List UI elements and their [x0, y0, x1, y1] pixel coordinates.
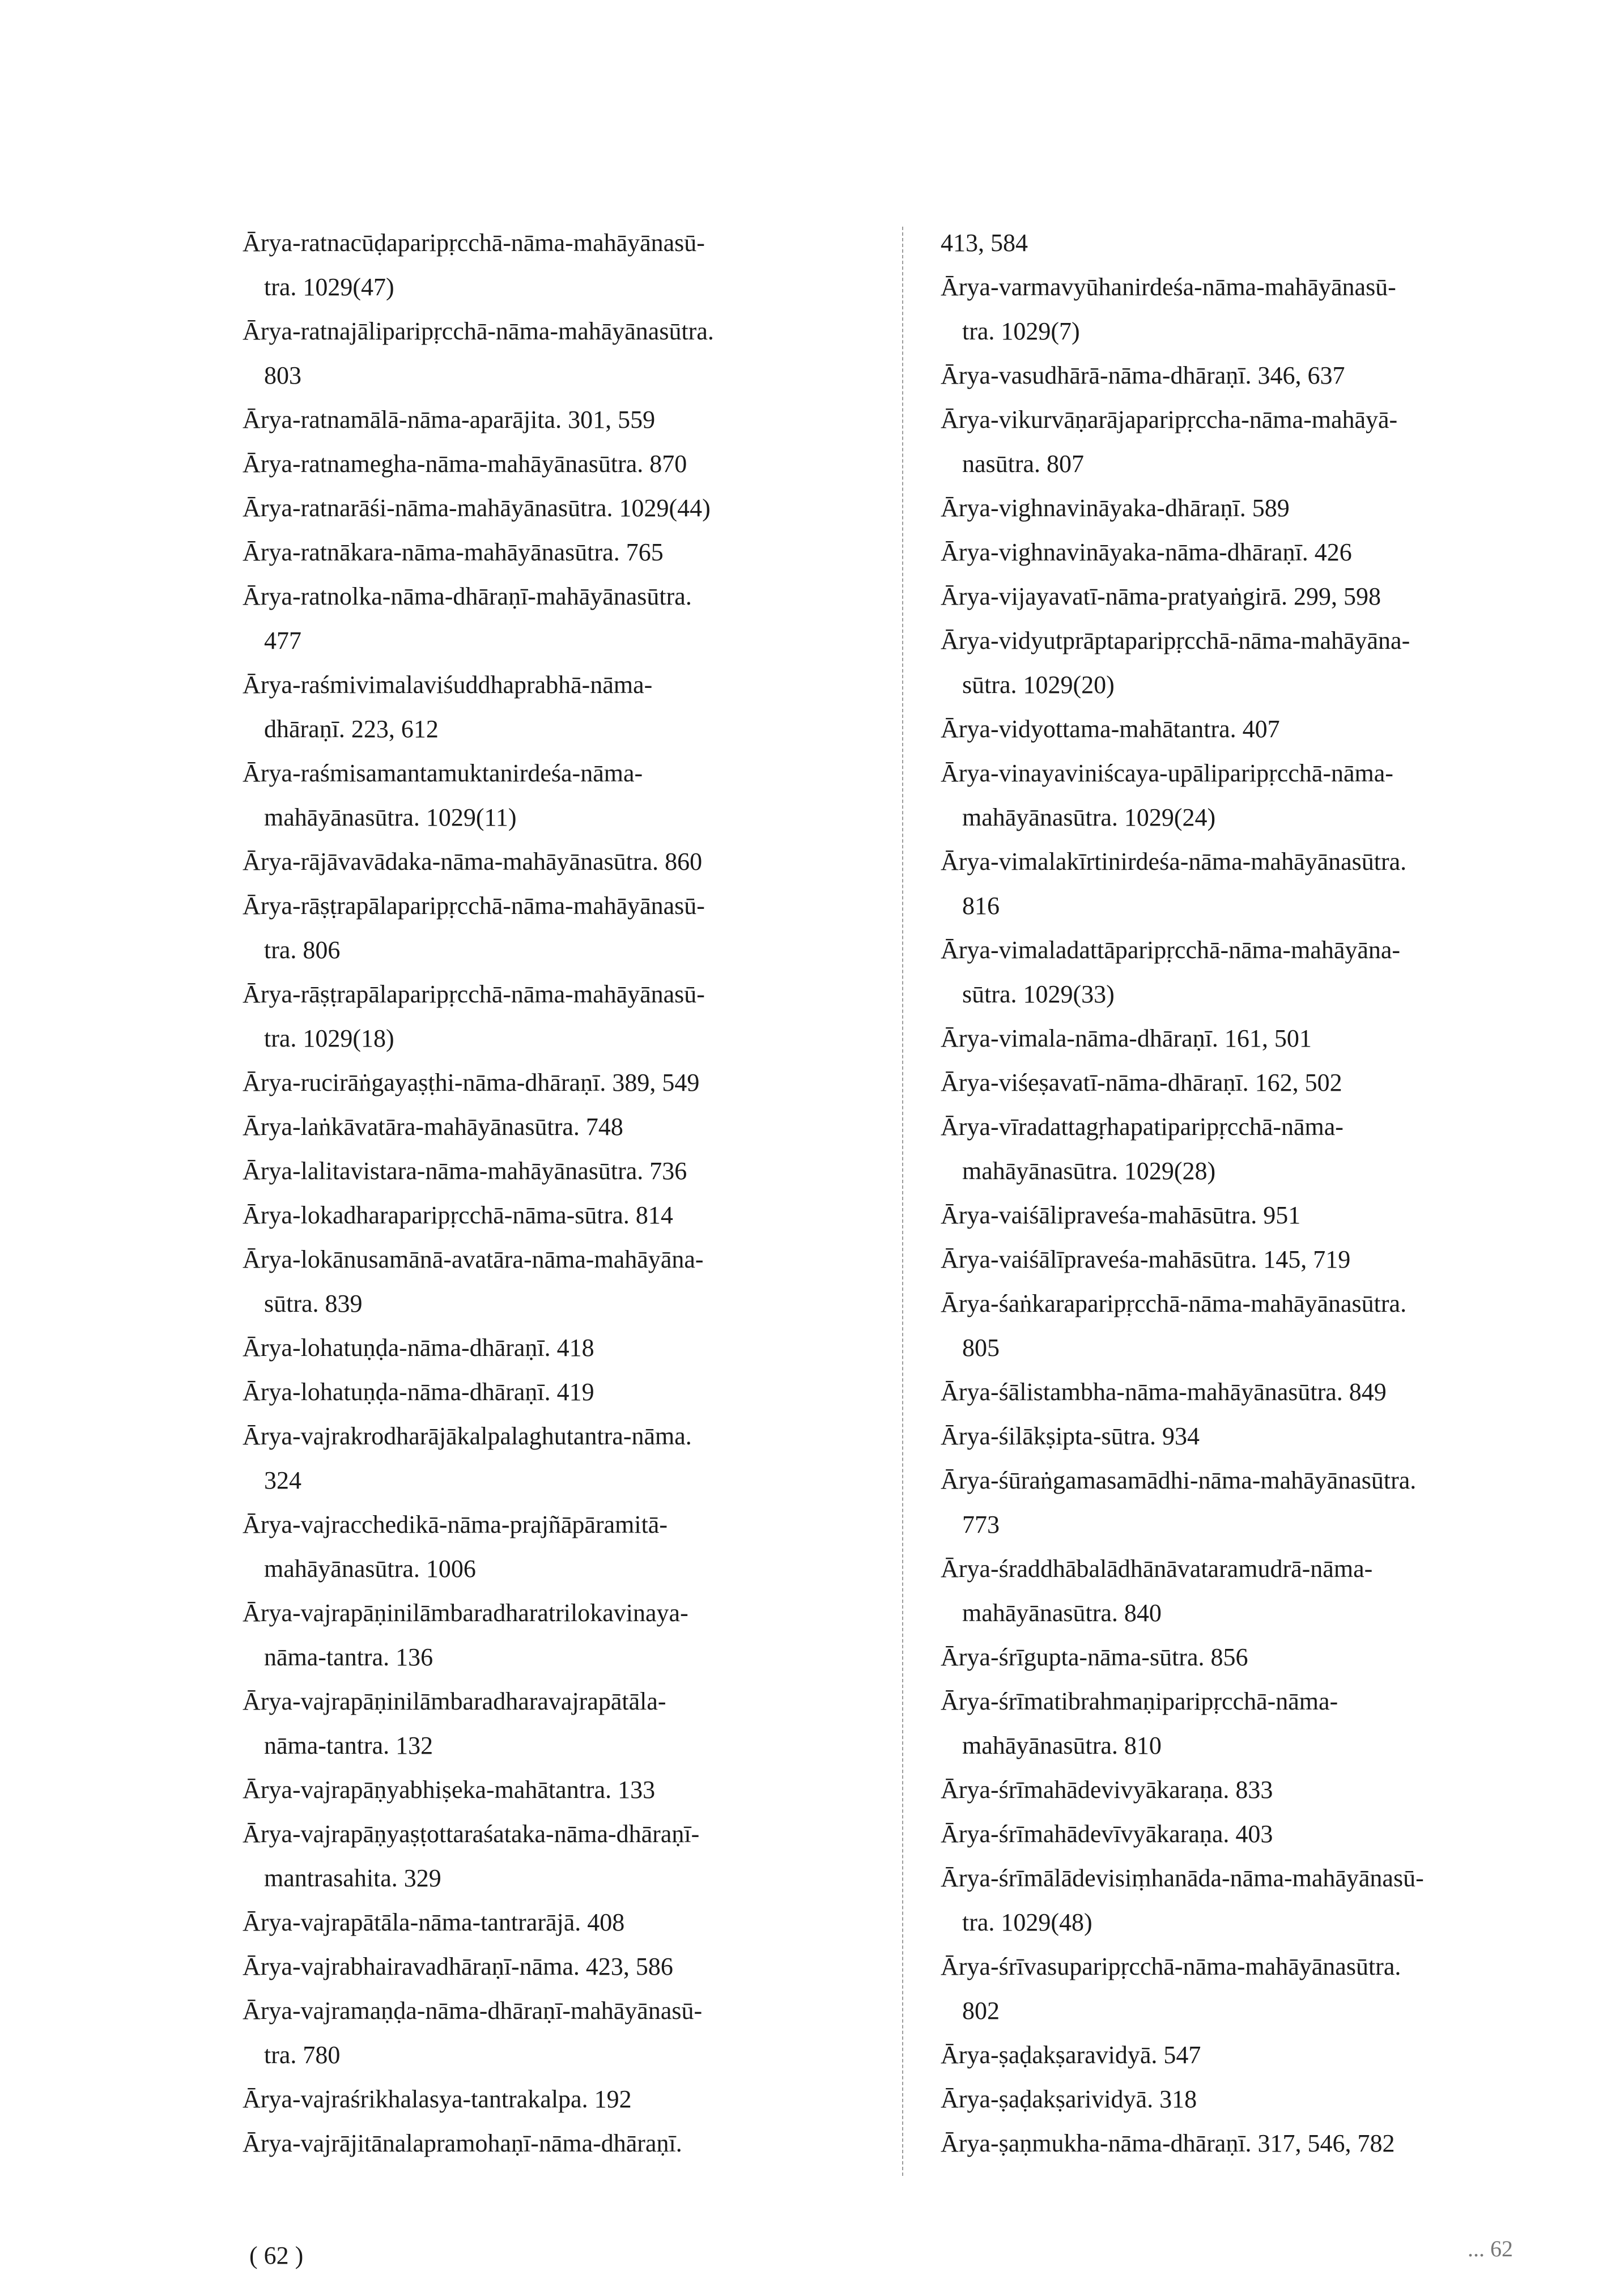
- index-entry: [941, 751, 1581, 840]
- entry-line: Ārya-vijayavatī-nāma-pratyaṅgirā. 299, 598: [941, 582, 1381, 610]
- index-entry: [941, 575, 1581, 619]
- index-entry: [941, 1856, 1581, 1945]
- entry-line: Ārya-raśmivimalaviśuddhaprabhā-nāma-: [243, 671, 653, 699]
- index-entry: [941, 1238, 1581, 1282]
- index-entry: [941, 1414, 1581, 1459]
- index-entry: [941, 1370, 1581, 1414]
- entry-line: Ārya-rāṣṭrapālaparipṛcchā-nāma-mahāyānasū-: [243, 892, 705, 920]
- index-entry: [243, 1812, 894, 1900]
- entry-continuation: 773: [962, 1511, 1000, 1538]
- entry-line: Ārya-vasudhārā-nāma-dhāraṇī. 346, 637: [941, 362, 1345, 389]
- index-entry: [243, 884, 894, 972]
- entry-line: Ārya-vighnavināyaka-nāma-dhāraṇī. 426: [941, 538, 1352, 566]
- entry-line: Ārya-vimaladattāparipṛcchā-nāma-mahāyāna-: [941, 936, 1401, 964]
- index-entry: [941, 1017, 1581, 1061]
- index-entry: [941, 265, 1581, 354]
- index-entry: [243, 309, 894, 398]
- index-entry: [941, 530, 1581, 575]
- entry-line: Ārya-vinayaviniścaya-upāliparipṛcchā-nāma-: [941, 759, 1393, 787]
- entry-continuation: tra. 1029(47): [264, 273, 394, 301]
- entry-line: Ārya-vajrapāṇyaṣṭottaraśataka-nāma-dhāraṇī-: [243, 1820, 700, 1848]
- entry-continuation: tra. 1029(48): [962, 1908, 1092, 1936]
- index-entry: [941, 1768, 1581, 1812]
- entry-continuation: mahāyānasūtra. 840: [962, 1599, 1162, 1627]
- entry-line: Ārya-ṣaḍakṣarividyā. 318: [941, 2085, 1197, 2113]
- entry-line: Ārya-vajrājitānalapramohaṇī-nāma-dhāraṇī.: [243, 2129, 682, 2157]
- index-entry: [941, 1812, 1581, 1856]
- index-entry: [941, 1635, 1581, 1680]
- entry-line: Ārya-vajraśrikhalasya-tantrakalpa. 192: [243, 2085, 632, 2113]
- entry-line: Ārya-raśmisamantamuktanirdeśa-nāma-: [243, 759, 643, 787]
- index-entry: [243, 1989, 894, 2077]
- index-entry: [243, 972, 894, 1061]
- entry-line: Ārya-vajrapāṇinilāmbaradharavajrapātāla-: [243, 1687, 666, 1715]
- index-entry: [243, 751, 894, 840]
- index-entry: [243, 398, 894, 442]
- entry-line: Ārya-vīradattagṛhapatiparipṛcchā-nāma-: [941, 1113, 1344, 1141]
- entry-line: Ārya-vaiśālipraveśa-mahāsūtra. 951: [941, 1201, 1301, 1229]
- entry-line: Ārya-vajracchedikā-nāma-prajñāpāramitā-: [243, 1511, 668, 1538]
- index-entry: [243, 530, 894, 575]
- index-entry: [243, 1680, 894, 1768]
- entry-line: Ārya-rāṣṭrapālaparipṛcchā-nāma-mahāyānasū-: [243, 980, 705, 1008]
- index-entry: [941, 354, 1581, 398]
- entry-continuation: 324: [264, 1466, 301, 1494]
- index-column-left: [243, 221, 894, 2166]
- entry-line: Ārya-vikurvāṇarājaparipṛccha-nāma-mahāyā-: [941, 406, 1398, 433]
- index-entry: [941, 619, 1581, 707]
- entry-continuation: mantrasahita. 329: [264, 1864, 441, 1892]
- index-entry: [941, 1282, 1581, 1370]
- index-entry: [941, 398, 1581, 486]
- entry-line: Ārya-ratnākara-nāma-mahāyānasūtra. 765: [243, 538, 664, 566]
- entry-continuation: dhāraṇī. 223, 612: [264, 715, 439, 743]
- entry-continuation: sūtra. 839: [264, 1290, 363, 1317]
- entry-continuation: mahāyānasūtra. 1029(28): [962, 1157, 1216, 1185]
- entry-line: Ārya-vimala-nāma-dhāraṇī. 161, 501: [941, 1024, 1312, 1052]
- entry-line: Ārya-ratnacūḍaparipṛcchā-nāma-mahāyānasū-: [243, 229, 705, 257]
- entry-continuation: mahāyānasūtra. 1029(11): [264, 803, 517, 831]
- page-number: ( 62 ): [249, 2242, 304, 2269]
- entry-line: Ārya-lohatuṇḍa-nāma-dhāraṇī. 419: [243, 1378, 594, 1406]
- entry-line: Ārya-śrīgupta-nāma-sūtra. 856: [941, 1643, 1248, 1671]
- column-divider: [902, 227, 903, 2176]
- entry-line: Ārya-ratnarāśi-nāma-mahāyānasūtra. 1029(44): [243, 494, 711, 522]
- index-entry: [941, 928, 1581, 1017]
- index-entry: [243, 1414, 894, 1503]
- index-entry: [941, 2077, 1581, 2121]
- index-entry: [941, 2121, 1581, 2166]
- entry-line: Ārya-vaiśālīpraveśa-mahāsūtra. 145, 719: [941, 1245, 1351, 1273]
- index-entry: [243, 663, 894, 751]
- index-entry: [243, 1149, 894, 1193]
- entry-line: Ārya-rājāvavādaka-nāma-mahāyānasūtra. 860: [243, 848, 703, 875]
- entry-line: Ārya-lokānusamānā-avatāra-nāma-mahāyāna-: [243, 1245, 704, 1273]
- entry-line: Ārya-vajrakrodharājākalpalaghutantra-nāma.: [243, 1422, 692, 1450]
- entry-continuation: sūtra. 1029(20): [962, 671, 1115, 699]
- index-entry: [941, 707, 1581, 751]
- entry-line: Ārya-śilākṣipta-sūtra. 934: [941, 1422, 1200, 1450]
- entry-line: Ārya-śrīmahādevīvyākaraṇa. 403: [941, 1820, 1273, 1848]
- index-entry: [243, 840, 894, 884]
- index-entry: [243, 1105, 894, 1149]
- entry-line: 413, 584: [941, 229, 1028, 257]
- index-entry: [941, 840, 1581, 928]
- index-entry: [243, 575, 894, 663]
- index-entry: [941, 486, 1581, 530]
- entry-line: Ārya-vidyutprāptaparipṛcchā-nāma-mahāyāna-: [941, 627, 1410, 654]
- entry-line: Ārya-vajramaṇḍa-nāma-dhāraṇī-mahāyānasū-: [243, 1997, 703, 2025]
- entry-continuation: 802: [962, 1997, 1000, 2025]
- entry-line: Ārya-vighnavināyaka-dhāraṇī. 589: [941, 494, 1290, 522]
- entry-continuation: 477: [264, 627, 301, 654]
- entry-line: Ārya-lokadharaparipṛcchā-nāma-sūtra. 814: [243, 1201, 673, 1229]
- entry-line: Ārya-śaṅkaraparipṛcchā-nāma-mahāyānasūtra.: [941, 1290, 1407, 1317]
- entry-line: Ārya-ratnolka-nāma-dhāraṇī-mahāyānasūtra.: [243, 582, 692, 610]
- entry-continuation: 805: [962, 1334, 1000, 1362]
- entry-line: Ārya-śrīmālādevisiṃhanāda-nāma-mahāyānasū-: [941, 1864, 1424, 1892]
- entry-continuation: nāma-tantra. 132: [264, 1732, 433, 1759]
- entry-line: Ārya-ratnamegha-nāma-mahāyānasūtra. 870: [243, 450, 687, 478]
- entry-line: Ārya-śālistambha-nāma-mahāyānasūtra. 849: [941, 1378, 1387, 1406]
- entry-line: Ārya-ṣaṇmukha-nāma-dhāraṇī. 317, 546, 782: [941, 2129, 1395, 2157]
- index-entry: [941, 1193, 1581, 1238]
- entry-line: Ārya-ṣaḍakṣaravidyā. 547: [941, 2041, 1201, 2069]
- entry-line: Ārya-lalitavistara-nāma-mahāyānasūtra. 736: [243, 1157, 687, 1185]
- entry-continuation: mahāyānasūtra. 1029(24): [962, 803, 1216, 831]
- entry-line: Ārya-laṅkāvatāra-mahāyānasūtra. 748: [243, 1113, 623, 1141]
- entry-line: Ārya-śraddhābalādhānāvataramudrā-nāma-: [941, 1555, 1373, 1583]
- index-entry: [243, 1768, 894, 1812]
- index-entry: [941, 1061, 1581, 1105]
- entry-continuation: nasūtra. 807: [962, 450, 1085, 478]
- entry-line: Ārya-vidyottama-mahātantra. 407: [941, 715, 1280, 743]
- entry-line: Ārya-ratnajāliparipṛcchā-nāma-mahāyānasūtra.: [243, 317, 714, 345]
- entry-line: Ārya-vajrapāṇinilāmbaradharatrilokavinaya-: [243, 1599, 688, 1627]
- index-entry: [243, 2121, 894, 2166]
- entry-line: Ārya-śrīmatibrahmaṇiparipṛcchā-nāma-: [941, 1687, 1338, 1715]
- index-entry: [243, 1945, 894, 1989]
- index-entry: [941, 1680, 1581, 1768]
- index-entry: [941, 1105, 1581, 1193]
- entry-line: Ārya-śrīvasuparipṛcchā-nāma-mahāyānasūtra.: [941, 1953, 1401, 1980]
- index-entry: [243, 1326, 894, 1370]
- entry-continuation: tra. 806: [264, 936, 341, 964]
- index-entry: [941, 1945, 1581, 2033]
- index-entry: [243, 486, 894, 530]
- page-number-faint: ... 62: [1468, 2236, 1513, 2261]
- entry-continuation: mahāyānasūtra. 810: [962, 1732, 1162, 1759]
- index-entry: [243, 1061, 894, 1105]
- entry-continuation: tra. 780: [264, 2041, 341, 2069]
- entry-continuation: 803: [264, 362, 301, 389]
- entry-continuation: tra. 1029(18): [264, 1024, 394, 1052]
- index-entry: [941, 221, 1581, 265]
- entry-line: Ārya-viśeṣavatī-nāma-dhāraṇī. 162, 502: [941, 1069, 1342, 1096]
- entry-continuation: sūtra. 1029(33): [962, 980, 1115, 1008]
- index-entry: [243, 1503, 894, 1591]
- index-entry: [941, 1547, 1581, 1635]
- entry-continuation: nāma-tantra. 136: [264, 1643, 433, 1671]
- entry-line: Ārya-vajrabhairavadhāraṇī-nāma. 423, 586: [243, 1953, 673, 1980]
- entry-continuation: 816: [962, 892, 1000, 920]
- entry-line: Ārya-rucirāṅgayaṣṭhi-nāma-dhāraṇī. 389, 549: [243, 1069, 700, 1096]
- index-entry: [243, 1370, 894, 1414]
- entry-line: Ārya-lohatuṇḍa-nāma-dhāraṇī. 418: [243, 1334, 594, 1362]
- index-entry: [941, 1459, 1581, 1547]
- index-entry: [243, 1238, 894, 1326]
- entry-continuation: tra. 1029(7): [962, 317, 1080, 345]
- entry-line: Ārya-varmavyūhanirdeśa-nāma-mahāyānasū-: [941, 273, 1396, 301]
- entry-line: Ārya-śūraṅgamasamādhi-nāma-mahāyānasūtra.: [941, 1466, 1417, 1494]
- index-entry: [243, 1591, 894, 1680]
- index-entry: [243, 2077, 894, 2121]
- index-entry: [243, 442, 894, 486]
- index-column-right: [941, 221, 1581, 2166]
- index-entry: [243, 221, 894, 309]
- entry-line: Ārya-ratnamālā-nāma-aparājita. 301, 559: [243, 406, 656, 433]
- entry-continuation: mahāyānasūtra. 1006: [264, 1555, 476, 1583]
- entry-line: Ārya-vimalakīrtinirdeśa-nāma-mahāyānasūtra.: [941, 848, 1407, 875]
- index-entry: [243, 1193, 894, 1238]
- entry-line: Ārya-vajrapātāla-nāma-tantrarājā. 408: [243, 1908, 625, 1936]
- entry-line: Ārya-śrīmahādevivyākaraṇa. 833: [941, 1776, 1273, 1804]
- index-entry: [243, 1900, 894, 1945]
- entry-line: Ārya-vajrapāṇyabhiṣeka-mahātantra. 133: [243, 1776, 656, 1804]
- index-entry: [941, 2033, 1581, 2077]
